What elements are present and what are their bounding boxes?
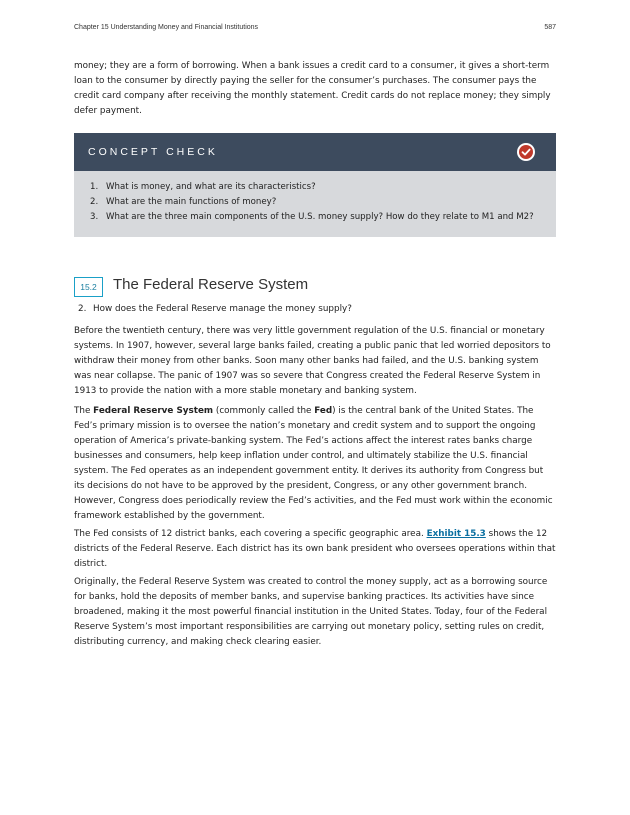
list-number: 3. xyxy=(90,212,99,222)
body-paragraph-4: Originally, the Federal Reserve System was created to control the money supply, act as a borrowing source for banks, hold the deposits of member banks, and supervise banking practices. Its activities have since broadened, making it the most powerful financial institution in the United States. Today, four of the Federal Reserve System’s most important responsibilities are carrying out monetary policy, setting rules on credit, distributing currency, and making check clearing easier. xyxy=(74,577,548,647)
list-number: 2. xyxy=(90,197,99,207)
intro-paragraph: money; they are a form of borrowing. When a bank issues a credit card to a consumer, it gives a short-term loan to the consumer by directly paying the seller for the consumer’s purchases. The consumer pays the credit card company after receiving the monthly statement. Credit cards do not replace money; they simply defer payment. xyxy=(74,61,551,116)
text-run: The xyxy=(74,406,94,416)
list-number: 1. xyxy=(90,182,99,192)
learning-objective-text: How does the Federal Reserve manage the money supply? xyxy=(93,304,352,314)
running-head: Chapter 15 Understanding Money and Financial Institutions xyxy=(74,24,259,31)
key-term: Federal Reserve System xyxy=(93,406,214,416)
exhibit-link[interactable]: Exhibit 15.3 xyxy=(426,529,486,539)
page-number: 587 xyxy=(544,24,556,31)
text-run: shows the 12 districts of the Federal Reserve. Each district has its own bank president who oversees operations within that district. xyxy=(74,529,556,569)
learning-objective-number: 2. xyxy=(78,304,87,314)
key-term: Fed xyxy=(314,406,333,416)
section-number: 15.2 xyxy=(74,277,103,297)
list-item-text: What are the main functions of money? xyxy=(106,197,277,207)
body-paragraph-3 xyxy=(74,527,556,572)
text-run: The Fed consists of 12 district banks, each covering a specific geographic area. xyxy=(74,529,427,539)
learning-objective xyxy=(78,304,352,314)
body-paragraph-1: Before the twentieth century, there was very little government regulation of the U.S. financial or monetary systems. In 1907, however, several large banks failed, creating a public panic that led worried depositors to withdraw their money from other banks. Soon many other banks had failed, and the U.S. banking system was near collapse. The panic of 1907 was so severe that Congress created the Federal Reserve System in 1913 to provide the nation with a more stable monetary and banking system. xyxy=(74,326,551,396)
section-title: The Federal Reserve System xyxy=(113,276,309,293)
text-run: (commonly called the xyxy=(213,406,315,416)
list-item xyxy=(90,210,534,225)
text-run: ) is the central bank of the United States. The Fed’s primary mission is to oversee the nation’s monetary and credit system and to support the ongoing operation of America’s private-banking system. The Fed’s actions affect the interest rates banks charge businesses and consumers, help keep inflation under control, and ultimately stabilize the U.S. financial system. The Fed operates as an independent government entity. It derives its authority from Congress but its decisions do not have to be approved by the president, Congress, or any other government branch. However, Congress does periodically review the Fed’s activities, and the Fed must work within the economic framework established by the government. xyxy=(74,406,553,521)
concept-check-header xyxy=(74,133,556,171)
list-item-text: What is money, and what are its characteristics? xyxy=(106,182,316,192)
list-item xyxy=(90,180,534,195)
body-paragraph-2 xyxy=(74,404,556,524)
concept-check-list xyxy=(90,180,534,225)
list-item-text: What are the three main components of the U.S. money supply? How do they relate to M1 and M2? xyxy=(106,212,534,222)
concept-check-box xyxy=(74,133,556,237)
list-item xyxy=(90,195,534,210)
concept-check-title: CONCEPT CHECK xyxy=(88,146,218,158)
check-circle-icon xyxy=(517,143,535,161)
